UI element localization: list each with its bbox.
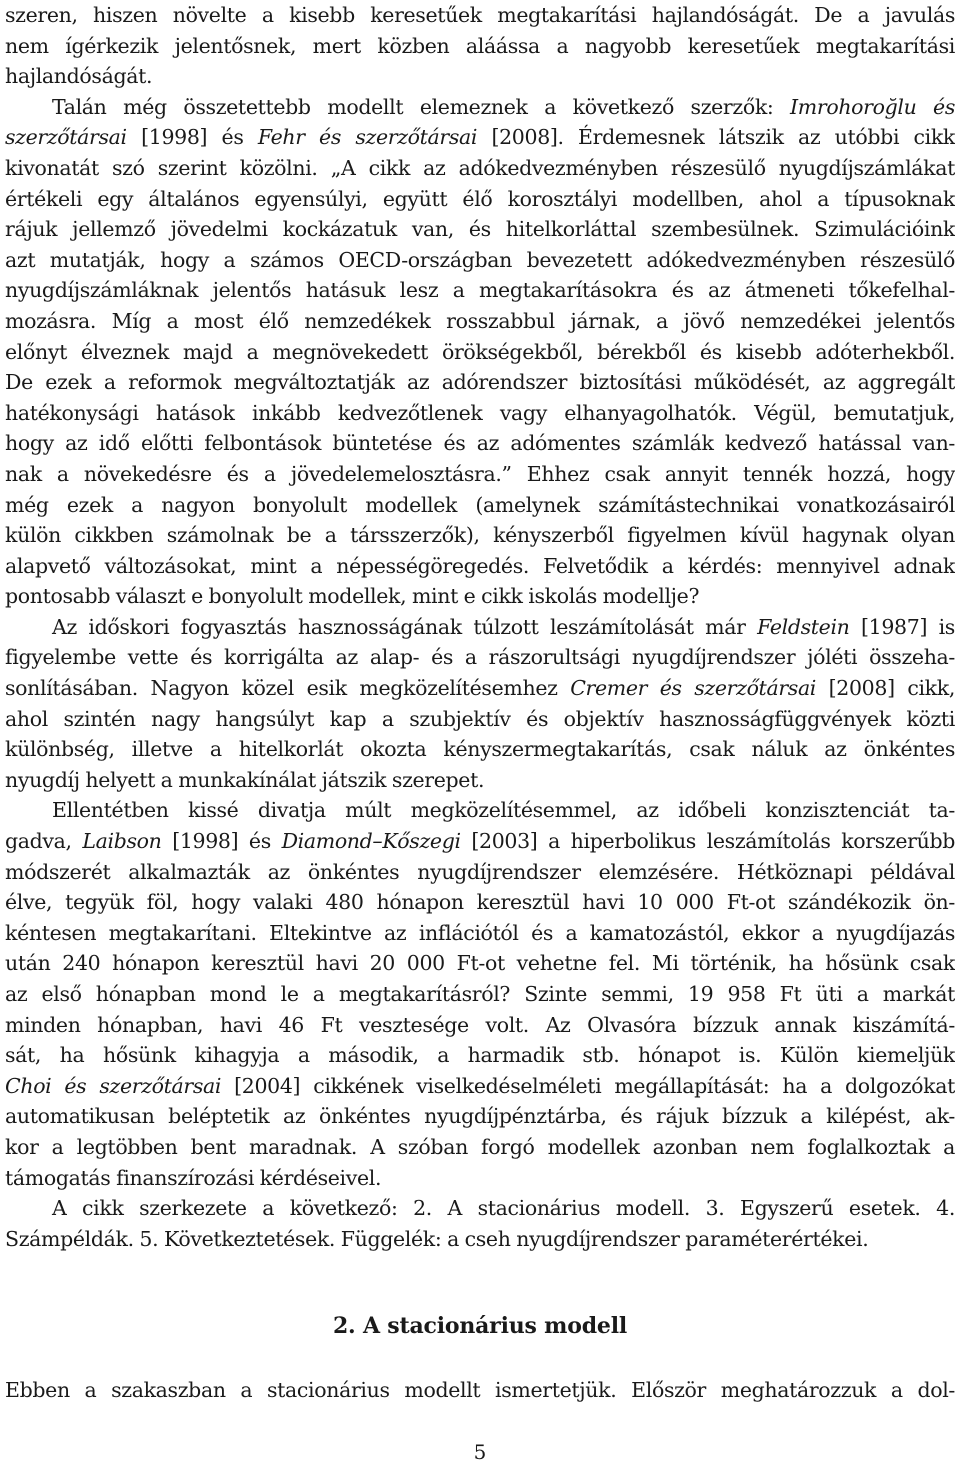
text-line <box>5 459 955 490</box>
text-run: módszerét alkalmazták az önkéntes nyugdíjrendszer elemzésére. Hétköznapi példával <box>5 859 955 884</box>
text-line <box>5 826 955 857</box>
text-line <box>5 367 955 398</box>
text-line <box>5 428 955 459</box>
paragraph <box>5 0 955 92</box>
text-run: értékeli egy általános egyensúlyi, együtt élő korosztályi modellben, ahol a típusoknak <box>5 186 955 211</box>
text-line <box>5 1040 955 1071</box>
section-intro-line: Ebben a szakaszban a stacionárius modellt ismertetjük. Először meghatározzuk a dol- <box>5 1378 955 1402</box>
text-run: támogatás finanszírozási kérdéseivel. <box>5 1165 382 1190</box>
text-run: hajlandóságát. <box>5 64 153 89</box>
text-line <box>5 153 955 184</box>
text-run: szeren, hiszen növelte a kisebb keresetűek megtakarítási hajlandóságát. De a javulás <box>5 3 955 27</box>
text-run: nyugdíjszámláknak jelentős hatásuk lesz a megtakarításokra és az átmeneti tőkefelhal- <box>5 278 955 303</box>
text-run: Számpéldák. 5. Következtetések. Függelék: a cseh nyugdíjrendszer paraméterértékei. <box>5 1226 869 1251</box>
paragraph <box>5 1193 955 1254</box>
text-run: A cikk szerkezete a következő: 2. A stacionárius modell. 3. Egyszerű esetek. 4. <box>52 1196 955 1221</box>
text-line <box>5 1163 955 1194</box>
text-line <box>5 918 955 949</box>
text-line <box>5 398 955 429</box>
text-run: még ezek a nagyon bonyolult modellek (amelynek számítástechnikai vonatkozásairól <box>5 492 955 517</box>
citation-author: Feldstein <box>757 614 850 639</box>
text-run: [2008] cikk, <box>816 676 955 701</box>
citation-author: Laibson <box>82 829 162 854</box>
citation-author: szerzőtársai <box>5 125 127 150</box>
text-line <box>5 92 955 123</box>
text-line <box>5 245 955 276</box>
text-run: előnyt élveznek majd a megnövekedett örökségekből, bérekből és kisebb adóterhekből. <box>5 339 955 364</box>
text-line <box>5 1224 955 1255</box>
text-run: [2004] cikkének viselkedéselméleti megállapítását: ha a dolgozókat <box>221 1073 955 1098</box>
text-line <box>5 948 955 979</box>
text-line <box>5 337 955 368</box>
text-line <box>5 275 955 306</box>
text-line <box>5 61 955 92</box>
text-line <box>5 765 955 796</box>
text-line <box>5 0 955 31</box>
text-run: [2008]. Érdemesnek látszik az utóbbi cikk <box>477 125 955 150</box>
text-line <box>5 520 955 551</box>
text-line <box>5 857 955 888</box>
text-line <box>5 734 955 765</box>
text-run: gadva, <box>5 829 83 854</box>
section-heading: 2. A stacionárius modell <box>332 1313 628 1339</box>
text-run: [2003] a hiperbolikus leszámítolás korszerűbb <box>460 829 955 854</box>
text-line <box>5 612 955 643</box>
text-line <box>5 673 955 704</box>
text-run: ahol szintén nagy hangsúlyt kap a szubjektív és objektív hasznosságfüggvények közti <box>5 706 955 731</box>
text-run: az első hónapban mond le a megtakarításról? Szinte semmi, 19 958 Ft üti a markát <box>5 982 955 1006</box>
text-run: figyelembe vette és korrigálta az alap- és a rászorultsági nyugdíjrendszer jóléti összeha- <box>5 645 955 670</box>
text-run: hogy az idő előtti felbontások büntetése és az adómentes számlák kedvező hatással van- <box>5 431 955 456</box>
text-line <box>5 490 955 521</box>
text-line <box>5 1101 955 1132</box>
text-line <box>5 979 955 1010</box>
citation-author: Choi és szerzőtársai <box>5 1073 222 1098</box>
text-line <box>5 642 955 673</box>
text-run: azt mutatják, hogy a számos OECD-országban bevezetett adókedvezményben részesülő <box>5 247 955 272</box>
text-run: rájuk jellemző jövedelmi kockázatuk van, és hitelkorláttal szembesülnek. Szimulációink <box>5 217 955 242</box>
citation-author: Imrohoroğlu és <box>790 94 955 119</box>
text-run: De ezek a reformok megváltoztatják az adórendszer biztosítási működését, az aggregált <box>5 370 955 395</box>
page-number: 5 <box>473 1440 487 1464</box>
text-line <box>5 1071 955 1102</box>
text-run: automatikusan beléptetik az önkéntes nyugdíjpénztárba, és rájuk bízzuk a kilépést, ak- <box>5 1104 955 1129</box>
citation-author: Fehr és szerzőtársai <box>257 125 478 150</box>
text-run: sonlításában. Nagyon közel esik megközelítésemhez <box>5 676 571 701</box>
text-run: után 240 hónapon keresztül havi 20 000 Ft-ot vehetne fel. Mi történik, ha hősünk csak <box>5 951 955 976</box>
text-line <box>5 184 955 215</box>
text-line <box>5 581 955 612</box>
text-run: élve, tegyük föl, hogy valaki 480 hónapon keresztül havi 10 000 Ft-ot szándékozik ön- <box>5 890 955 915</box>
text-line <box>5 214 955 245</box>
text-line <box>5 704 955 735</box>
text-run: Az időskori fogyasztás hasznosságának túlzott leszámítolását már <box>52 614 758 639</box>
citation-author: Diamond–Kőszegi <box>281 829 461 854</box>
text-run: mozásra. Míg a most élő nemzedékek rosszabbul járnak, a jövő nemzedékei jelentős <box>5 308 955 333</box>
text-run: nyugdíj helyett a munkakínálat játszik szerepet. <box>5 767 485 792</box>
paragraph <box>5 612 955 796</box>
text-run: nem ígérkezik jelentősnek, mert közben aláássa a nagyobb keresetűek megtakarítási <box>5 33 955 58</box>
text-run: Ellentétben kissé divatja múlt megközelítésemmel, az időbeli konzisztenciát ta- <box>52 798 955 823</box>
text-run: [1987] is <box>849 614 955 639</box>
text-run: alapvető változásokat, mint a népességöregedés. Felvetődik a kérdés: mennyivel adnak <box>5 553 955 578</box>
text-line <box>5 887 955 918</box>
text-line <box>5 122 955 153</box>
text-line <box>5 551 955 582</box>
text-run: Talán még összetettebb modellt elemeznek a következő szerzők: <box>52 94 791 119</box>
text-run: kivonatát szó szerint közölni. „A cikk az adókedvezményben részesülő nyugdíjszámlákat <box>5 155 955 180</box>
text-line <box>5 306 955 337</box>
text-line <box>5 1010 955 1041</box>
text-run: sát, ha hősünk kihagyja a második, a harmadik stb. hónapot is. Külön kiemeljük <box>5 1043 955 1068</box>
paragraph <box>5 795 955 1193</box>
text-run: különbség, illetve a hitelkorlát okozta kényszermegtakarítás, csak náluk az önkéntes <box>5 737 955 762</box>
text-line <box>5 795 955 826</box>
text-run: kor a legtöbben bent maradnak. A szóban forgó modellek azonban nem foglalkoztak a <box>5 1134 955 1159</box>
text-run: hatékonysági hatások inkább kedvezőtlenek vagy elhanyagolhatók. Végül, bemutatjuk, <box>5 400 955 425</box>
text-line <box>5 31 955 62</box>
paragraph <box>5 92 955 612</box>
text-run: pontosabb választ e bonyolult modellek, mint e cikk iskolás modellje? <box>5 584 700 609</box>
citation-author: Cremer és szerzőtársai <box>570 676 817 701</box>
text-run: kéntesen megtakarítani. Eltekintve az inflációtól és a kamatozástól, ekkor a nyugdíjazás <box>5 920 955 945</box>
text-run: nak a növekedésre és a jövedelemelosztásra.” Ehhez csak annyit tennék hozzá, hogy <box>5 461 955 486</box>
text-run: [1998] és <box>126 125 258 150</box>
text-line <box>5 1193 955 1224</box>
text-run: [1998] és <box>161 829 282 854</box>
text-line <box>5 1132 955 1163</box>
text-run: külön cikkben számolnak be a társszerzők), kényszerből figyelmen kívül hagynak olyan <box>5 523 955 548</box>
body-text <box>5 0 955 1254</box>
text-run: minden hónapban, havi 46 Ft vesztesége volt. Az Olvasóra bízzuk annak kiszámítá- <box>5 1012 955 1037</box>
